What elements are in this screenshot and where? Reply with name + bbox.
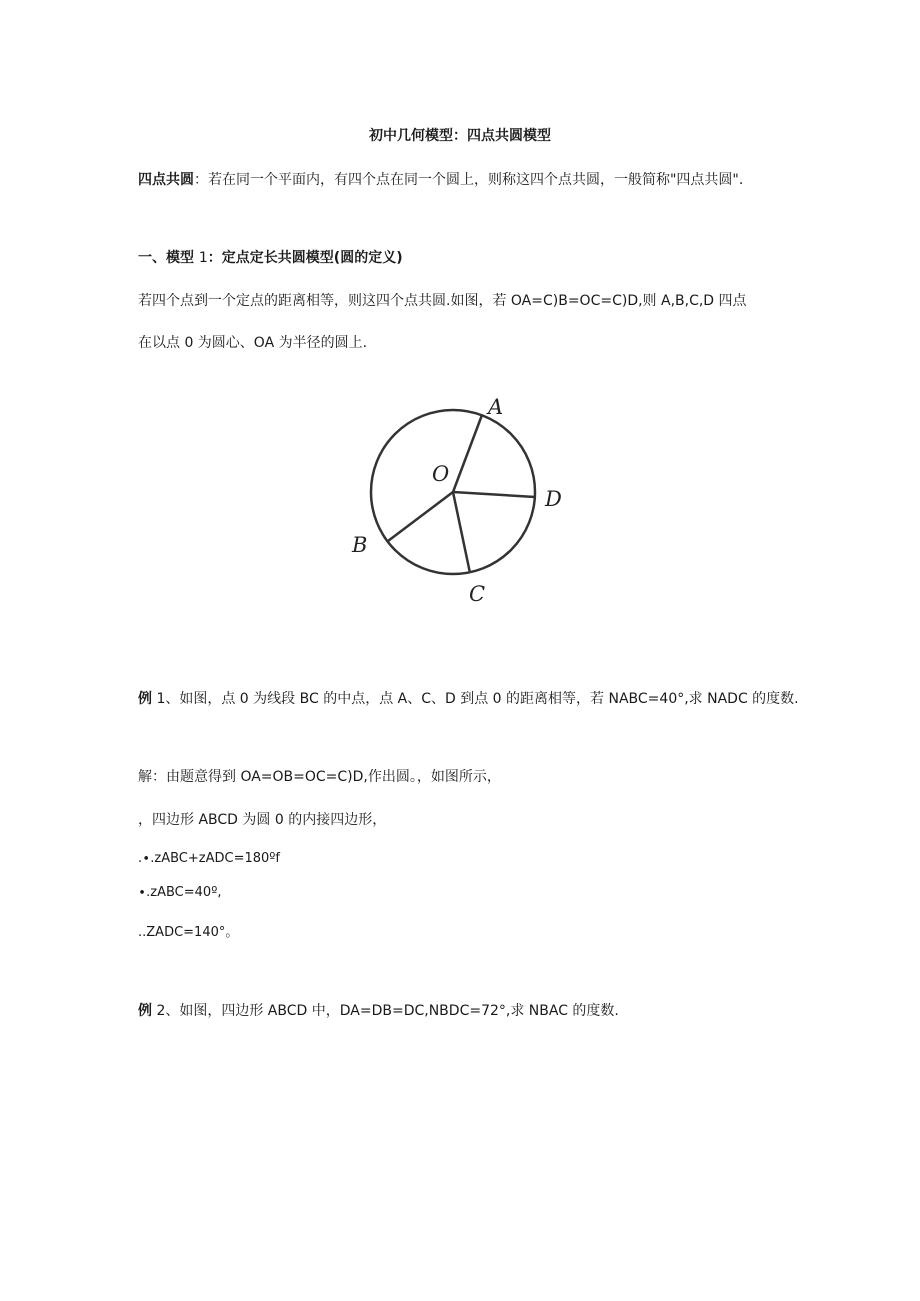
model1-line2: 在以点 0 为圆心、OA 为半径的圆上. (138, 335, 368, 351)
segment-oc (453, 492, 470, 573)
model1-heading-num: 1 (198, 250, 208, 266)
point-label-o: O (432, 462, 450, 486)
example1-paragraph (138, 689, 799, 709)
model1-heading-rest: ：定点定长共圆模型(圆的定义) (207, 250, 403, 266)
segment-ob (388, 492, 453, 541)
point-label-c: C (469, 582, 486, 606)
intro-term: 四点共圆 (138, 172, 194, 188)
circle-figure (340, 388, 580, 610)
example1-label: 例 (138, 691, 152, 707)
point-label-d: D (545, 487, 562, 511)
model1-heading (138, 248, 403, 268)
solution-line-3: .∙.zABC+zADC=180ºf (138, 851, 280, 866)
segment-oa (453, 415, 482, 492)
example2-paragraph (138, 1001, 619, 1021)
intro-text: ：若在同一个平面内，有四个点在同一个圆上，则称这四个点共圆，一般简称"四点共圆". (194, 172, 744, 188)
example1-text: 1、如图，点 0 为线段 BC 的中点，点 A、C、D 到点 0 的距离相等，若 NABC=40°,求 NADC 的度数. (156, 691, 799, 707)
point-label-b: B (352, 533, 368, 557)
example2-label: 例 (138, 1003, 152, 1019)
model1-line1: 若四个点到一个定点的距离相等，则这四个点共圆.如图，若 OA=C)B=OC=C)D,则 A,B,C,D 四点 (138, 293, 747, 309)
solution-line-1: 解：由题意得到 OA=OB=OC=C)D,作出圆。，如图所示， (138, 769, 501, 785)
point-label-a: A (488, 395, 504, 419)
segment-od (453, 492, 535, 497)
solution-line-5: ..ZADC=140°。 (138, 925, 239, 940)
intro-paragraph (138, 170, 743, 190)
solution-line-2: ，四边形 ABCD 为圆 0 的内接四边形， (138, 812, 387, 828)
solution-line-4: ∙.zABC=40º, (138, 885, 222, 900)
model1-heading-prefix: 一、模型 (138, 250, 194, 266)
example2-text: 2、如图，四边形 ABCD 中，DA=DB=DC,NBDC=72°,求 NBAC 的度数. (156, 1003, 619, 1019)
page-title: 初中几何模型：四点共圆模型 (369, 128, 551, 144)
